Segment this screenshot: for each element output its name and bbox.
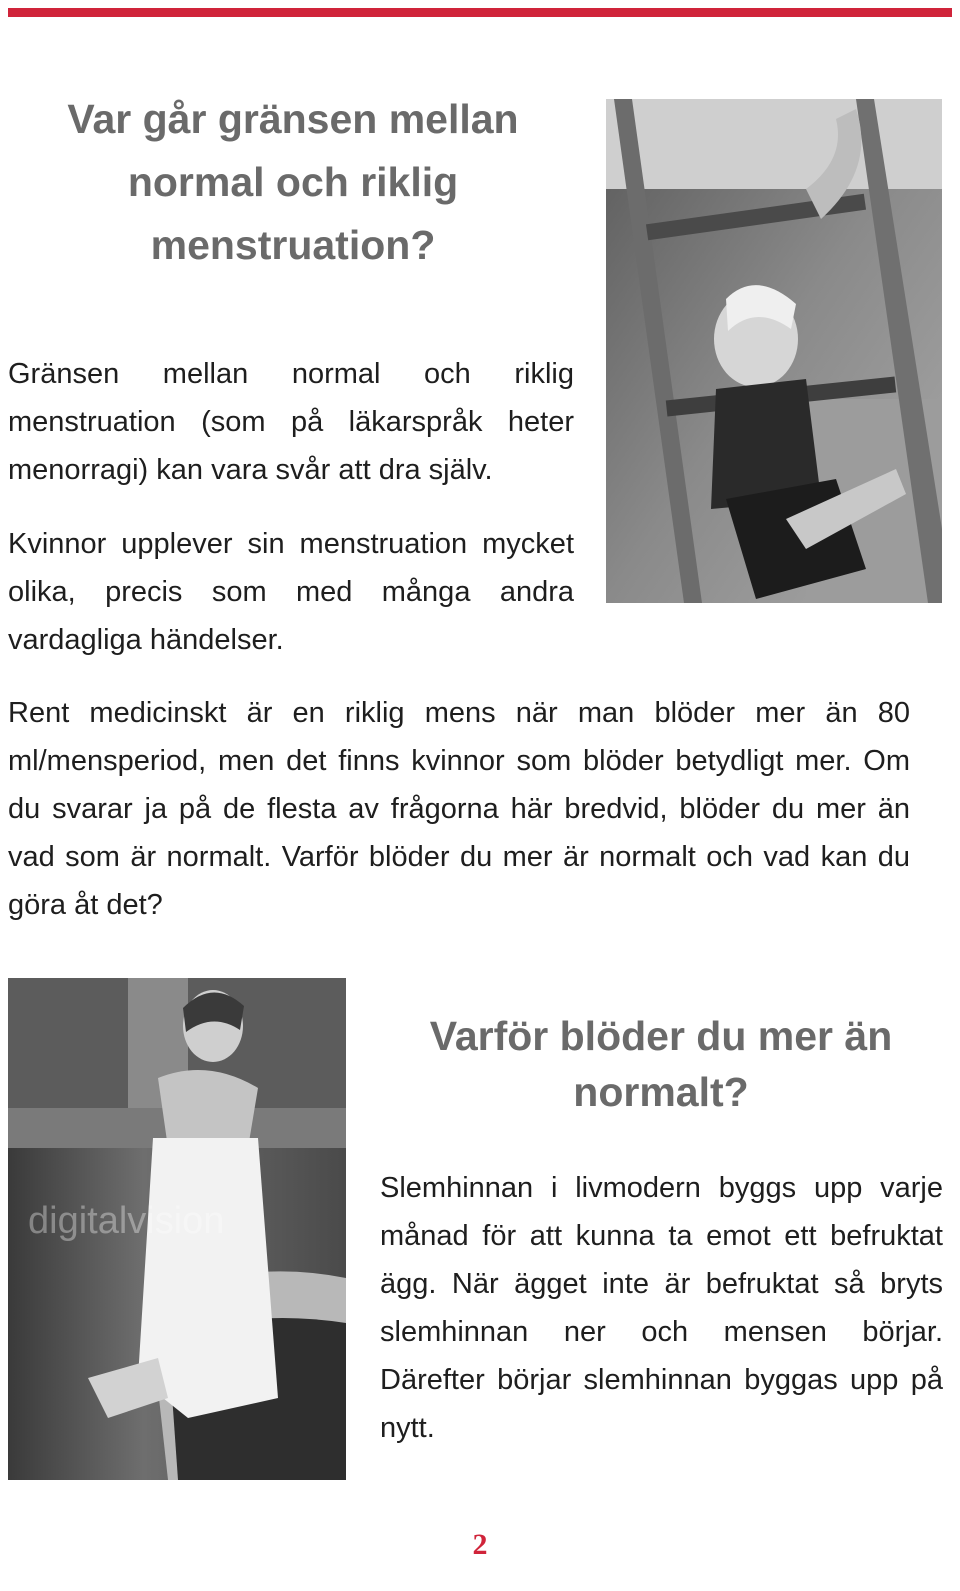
photo-woman-ladder bbox=[606, 99, 942, 603]
paragraph-medical-definition: Rent medicinskt är en riklig mens när man blöder mer än 80 ml/mensperiod, men det finns kvinnor som blöder betydligt mer. Om du svarar ja på de flesta av frågorna här bredvid, blöder du mer än vad som är normalt. Varför blöder du mer är normalt och vad kan du göra åt det? bbox=[8, 697, 910, 921]
heading-why-bleed-more: Varför blöder du mer än normalt? bbox=[429, 1013, 893, 1115]
photo-watermark: digitalvision bbox=[28, 1200, 225, 1242]
paragraph-uterine-lining: Slemhinnan i livmodern byggs upp varje månad för att kunna ta emot ett befruktat ägg. När ägget inte är befruktat så bryts slemhinnan ner och mensen börjar. Därefter börjar slemhinnan byggas upp på nytt. bbox=[380, 1172, 943, 1444]
heading-normal-vs-heavy: Var går gränsen mellan normal och riklig menstruation? bbox=[67, 96, 519, 268]
page-number: 2 bbox=[472, 1528, 488, 1561]
paragraph-experience: Kvinnor upplever sin menstruation mycket olika, precis som med många andra vardagliga händelser. bbox=[8, 528, 574, 656]
photo-woman-phone bbox=[8, 978, 346, 1480]
top-accent-bar bbox=[8, 8, 952, 17]
paragraph-boundary: Gränsen mellan normal och riklig menstruation (som på läkarspråk heter menorragi) kan vara svår att dra själv. bbox=[8, 358, 574, 486]
